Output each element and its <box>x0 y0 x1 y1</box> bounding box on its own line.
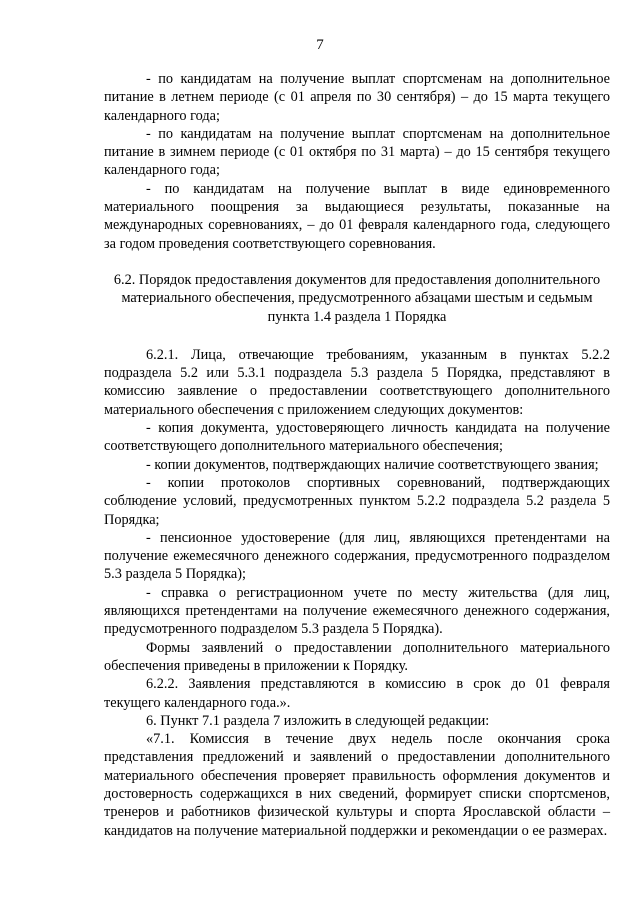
section-heading-6-2: 6.2. Порядок предоставления документов для предоставления дополнительного материального обеспечения, предусмотренного абзацами шестым и седьмым пункта 1.4 раздела 1 Порядка <box>113 271 601 325</box>
list-item-registration-certificate: - справка о регистрационном учете по месту жительства (для лиц, являющихся претендентами на получение ежемесячного денежного содержания, предусмотренного подразделом 5.3 раздела 5 Порядка). <box>104 584 610 638</box>
page-number: 7 <box>316 37 324 53</box>
list-item-title-documents: - копии документов, подтверждающих наличие соответствующего звания; <box>146 456 599 473</box>
paragraph-7-1: «7.1. Комиссия в течение двух недель после окончания срока представления предложений и заявлений о предоставлении дополнительного материального обеспечения проверяет правильность оформления документов и достоверность содержащихся в них сведений, формирует списки спортсменов, тренеров и работников физической культуры и спорта Ярославской области – кандидатов на получение материальной поддержки и рекомендации о ее размерах. <box>104 731 610 839</box>
paragraph-winter-nutrition-deadline: - по кандидатам на получение выплат спортсменам на дополнительное питание в зимнем периоде (с 01 октября по 31 марта) – до 15 сентября текущего календарного года; <box>104 125 610 179</box>
paragraph-item-6: 6. Пункт 7.1 раздела 7 изложить в следующей редакции: <box>146 712 490 729</box>
document-body <box>104 70 610 840</box>
paragraph-application-forms: Формы заявлений о предоставлении дополнительного материального обеспечения приведены в приложении к Порядку. <box>104 639 610 674</box>
paragraph-one-time-incentive-deadline: - по кандидатам на получение выплат в виде единовременного материального поощрения за выдающиеся результаты, показанные на международных соревнованиях, – до 01 февраля календарного года, следующего за годом проведения соответствующего соревнования. <box>104 180 610 252</box>
paragraph-summer-nutrition-deadline: - по кандидатам на получение выплат спортсменам на дополнительное питание в летнем периоде (с 01 апреля по 30 сентября) – до 15 марта текущего календарного года; <box>104 71 610 124</box>
list-item-pension-certificate: - пенсионное удостоверение (для лиц, являющихся претендентами на получение ежемесячного денежного содержания, предусмотренного подразделом 5.3 раздела 5 Порядка); <box>104 529 610 583</box>
paragraph-6-2-2: 6.2.2. Заявления представляются в комиссию в срок до 01 февраля текущего календарного года.». <box>104 676 610 711</box>
paragraph-6-2-1: 6.2.1. Лица, отвечающие требованиям, указанным в пунктах 5.2.2 подраздела 5.2 или 5.3.1 подраздела 5.3 раздела 5 Порядка, представляют в комиссию заявление о предоставлении соответствующего дополнительного материального обеспечения с приложением следующих документов: <box>104 346 610 418</box>
list-item-competition-protocols: - копии протоколов спортивных соревнований, подтверждающих соблюдение условий, предусмотренных пунктом 5.2.2 подраздела 5.2 раздела 5 Порядка; <box>104 474 610 528</box>
list-item-identity-document: - копия документа, удостоверяющего личность кандидата на получение соответствующего дополнительного материального обеспечения; <box>104 420 610 455</box>
